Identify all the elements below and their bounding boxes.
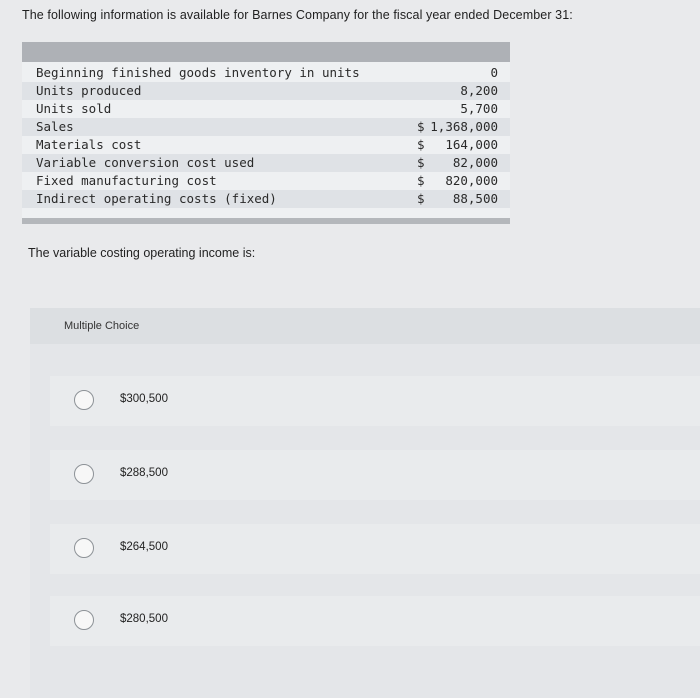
table-header-bar <box>22 42 510 62</box>
row-currency: $ <box>417 191 425 206</box>
choice-label[interactable]: $264,500 <box>120 541 168 553</box>
choice-option-4[interactable] <box>50 596 700 646</box>
table-row <box>22 136 510 154</box>
table-row <box>22 82 510 100</box>
row-currency: $ <box>417 155 425 170</box>
row-label: Beginning finished goods inventory in units <box>36 65 360 80</box>
row-value: 1,368,000 <box>430 119 498 134</box>
choice-label[interactable]: $280,500 <box>120 613 168 625</box>
radio-button[interactable] <box>74 390 94 410</box>
choice-label[interactable]: $300,500 <box>120 393 168 405</box>
row-label: Units produced <box>36 83 142 98</box>
row-label: Fixed manufacturing cost <box>36 173 217 188</box>
table-row <box>22 190 510 208</box>
row-value: 8,200 <box>460 83 498 98</box>
choice-option-2[interactable] <box>50 450 700 500</box>
row-value: 820,000 <box>445 173 498 188</box>
multiple-choice-title: Multiple Choice <box>64 320 140 332</box>
choice-option-1[interactable] <box>50 376 700 426</box>
row-value: 0 <box>490 65 498 80</box>
intro-text: The following information is available for Barnes Company for the fiscal year ended December 31: <box>22 8 573 22</box>
multiple-choice-panel <box>30 308 700 698</box>
row-value: 164,000 <box>445 137 498 152</box>
row-label: Indirect operating costs (fixed) <box>36 191 277 206</box>
choice-option-3[interactable] <box>50 524 700 574</box>
row-label: Units sold <box>36 101 112 116</box>
row-currency: $ <box>417 137 425 152</box>
row-currency: $ <box>417 173 425 188</box>
table-row <box>22 172 510 190</box>
row-label: Materials cost <box>36 137 142 152</box>
radio-button[interactable] <box>74 538 94 558</box>
row-value: 5,700 <box>460 101 498 116</box>
question-text: The variable costing operating income is: <box>28 246 256 260</box>
table-row <box>22 154 510 172</box>
data-table <box>22 42 510 224</box>
radio-button[interactable] <box>74 610 94 630</box>
table-row <box>22 118 510 136</box>
radio-button[interactable] <box>74 464 94 484</box>
row-value: 82,000 <box>452 155 498 170</box>
row-currency: $ <box>417 119 425 134</box>
choice-label[interactable]: $288,500 <box>120 467 168 479</box>
row-label: Sales <box>36 119 74 134</box>
table-row <box>22 64 510 82</box>
multiple-choice-header <box>30 308 700 344</box>
row-value: 88,500 <box>452 191 498 206</box>
row-label: Variable conversion cost used <box>36 155 255 170</box>
table-row <box>22 100 510 118</box>
table-footer-bar <box>22 218 510 224</box>
